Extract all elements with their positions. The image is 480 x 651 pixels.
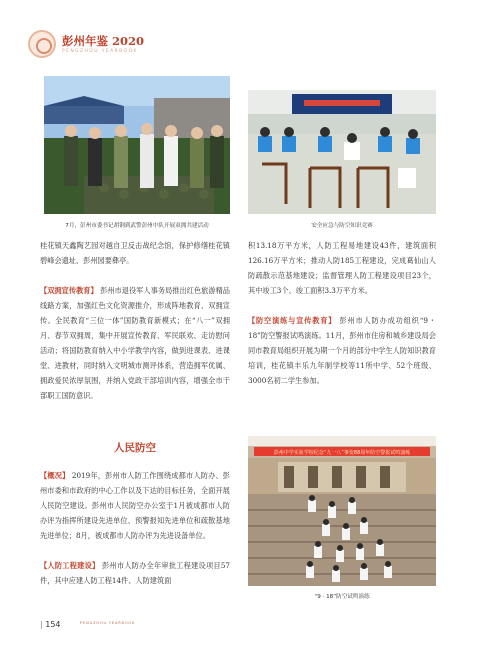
photo-evacuation-drill-caption: “9 · 18”防空试鸣演练 [314, 594, 370, 600]
page-number: | 154 [40, 620, 61, 629]
paragraph-overview [40, 468, 230, 543]
photo-quiz-classroom-image [248, 76, 436, 214]
paragraph-double-support [40, 283, 230, 403]
photo-quiz-classroom [248, 76, 436, 214]
paragraph-double-support-text: 彭州市退役军人事务局推出红色旅游精品线路方案，加强红色文化资源推介，形成阵地教育、双拥宣传。全民教育“三位一体”国防教育新模式；在“八一”双拥月、春节双拥周，集中开展宣传教育、军民联欢、走访慰问活动；将国防教育纳入中小学教学内容，做到进课表、进课堂、进教材，同时纳入文明城市测评体系，营造拥军优属、拥政爱民浓厚氛围，并纳入党政干部培训内容，增强全市干部职工国防意识。 [40, 286, 230, 400]
right-text-column [248, 238, 436, 388]
paragraph-drill [248, 313, 436, 388]
paragraph-construction-cont: 积13.18万平方米，人防工程易地建设43件，建筑面积126.16万平方米；推动人防185工程建设，完成葛仙山人防疏散示范基地建设；监督管理人防工程建设项目23个，其中竣工3个、竣工面积3.3万平方米。 [248, 241, 436, 295]
page-header [28, 30, 228, 64]
yearbook-title: 彭州年鉴 2020 [62, 34, 145, 48]
section-title-civil-air-defense: 人民防空 [114, 442, 156, 454]
photo-quiz-classroom-caption: 安全应急与防空知识竞赛 [311, 223, 373, 229]
heading-overview: 【概况】 [40, 471, 70, 480]
photo-evacuation-drill-image [248, 436, 436, 586]
heading-drill: 【防空演练与宣传教育】 [248, 316, 337, 325]
photo-evacuation-drill [248, 436, 436, 586]
paragraph-construction-text: 彭州市人防办全年审批工程建设项目57件，其中应建人防工程14件、人防建筑面 [40, 561, 230, 585]
yearbook-logo-icon [28, 30, 56, 58]
photo-military-visit-image [44, 76, 230, 214]
photo-military-visit-caption: 7月，彭州市委书记胡钢到武警彭州中队开展双拥共建活动 [65, 223, 209, 229]
footer-book-subtitle: PENGZHOU YEARBOOK [80, 621, 136, 625]
yearbook-subtitle: PENGZHOU YEARBOOK [62, 49, 138, 54]
heading-double-support: 【双拥宣传教育】 [40, 286, 98, 295]
heading-construction: 【人防工程建设】 [40, 561, 100, 570]
photo-military-visit [44, 76, 230, 214]
left-text-column [40, 238, 230, 403]
page-number-value: 154 [45, 620, 61, 629]
paragraph-drill-text: 彭州市人防办成功组织“9・18”防空警报试鸣演练。11月，彭州市住房和城乡建设局会同市教育局组织开展为期一个月的部分中学生人防知识教育培训，桂花镇丰乐九年制学校等11所中学、52个班级、3000名初二学生参加。 [248, 316, 436, 385]
drill-banner-text: 彭州中学实验学校纪念“九一八”事变88周年防空警报试鸣演练 [273, 450, 411, 456]
paragraph-construction [40, 558, 230, 588]
left-text-column-lower [40, 468, 230, 588]
paragraph-intro: 桂花镇天鑫陶艺园对越自卫反击战纪念馆，保护修缮桂花镇碧峰会遗址、彭州园要彝亭。 [40, 241, 230, 265]
paragraph-overview-text: 2019年，彭州市人防工作围绕成都市人防办、彭州市委和市政府的中心工作以及下达的目标任务，全面开展人民防空建设。彭州市人民防空办公室于1月被成都市人防办评为指挥所建设先进单位、预警报知先进单位和疏散基地先进单位；8月，被成都市人防办评为先进设备单位。 [40, 471, 230, 540]
